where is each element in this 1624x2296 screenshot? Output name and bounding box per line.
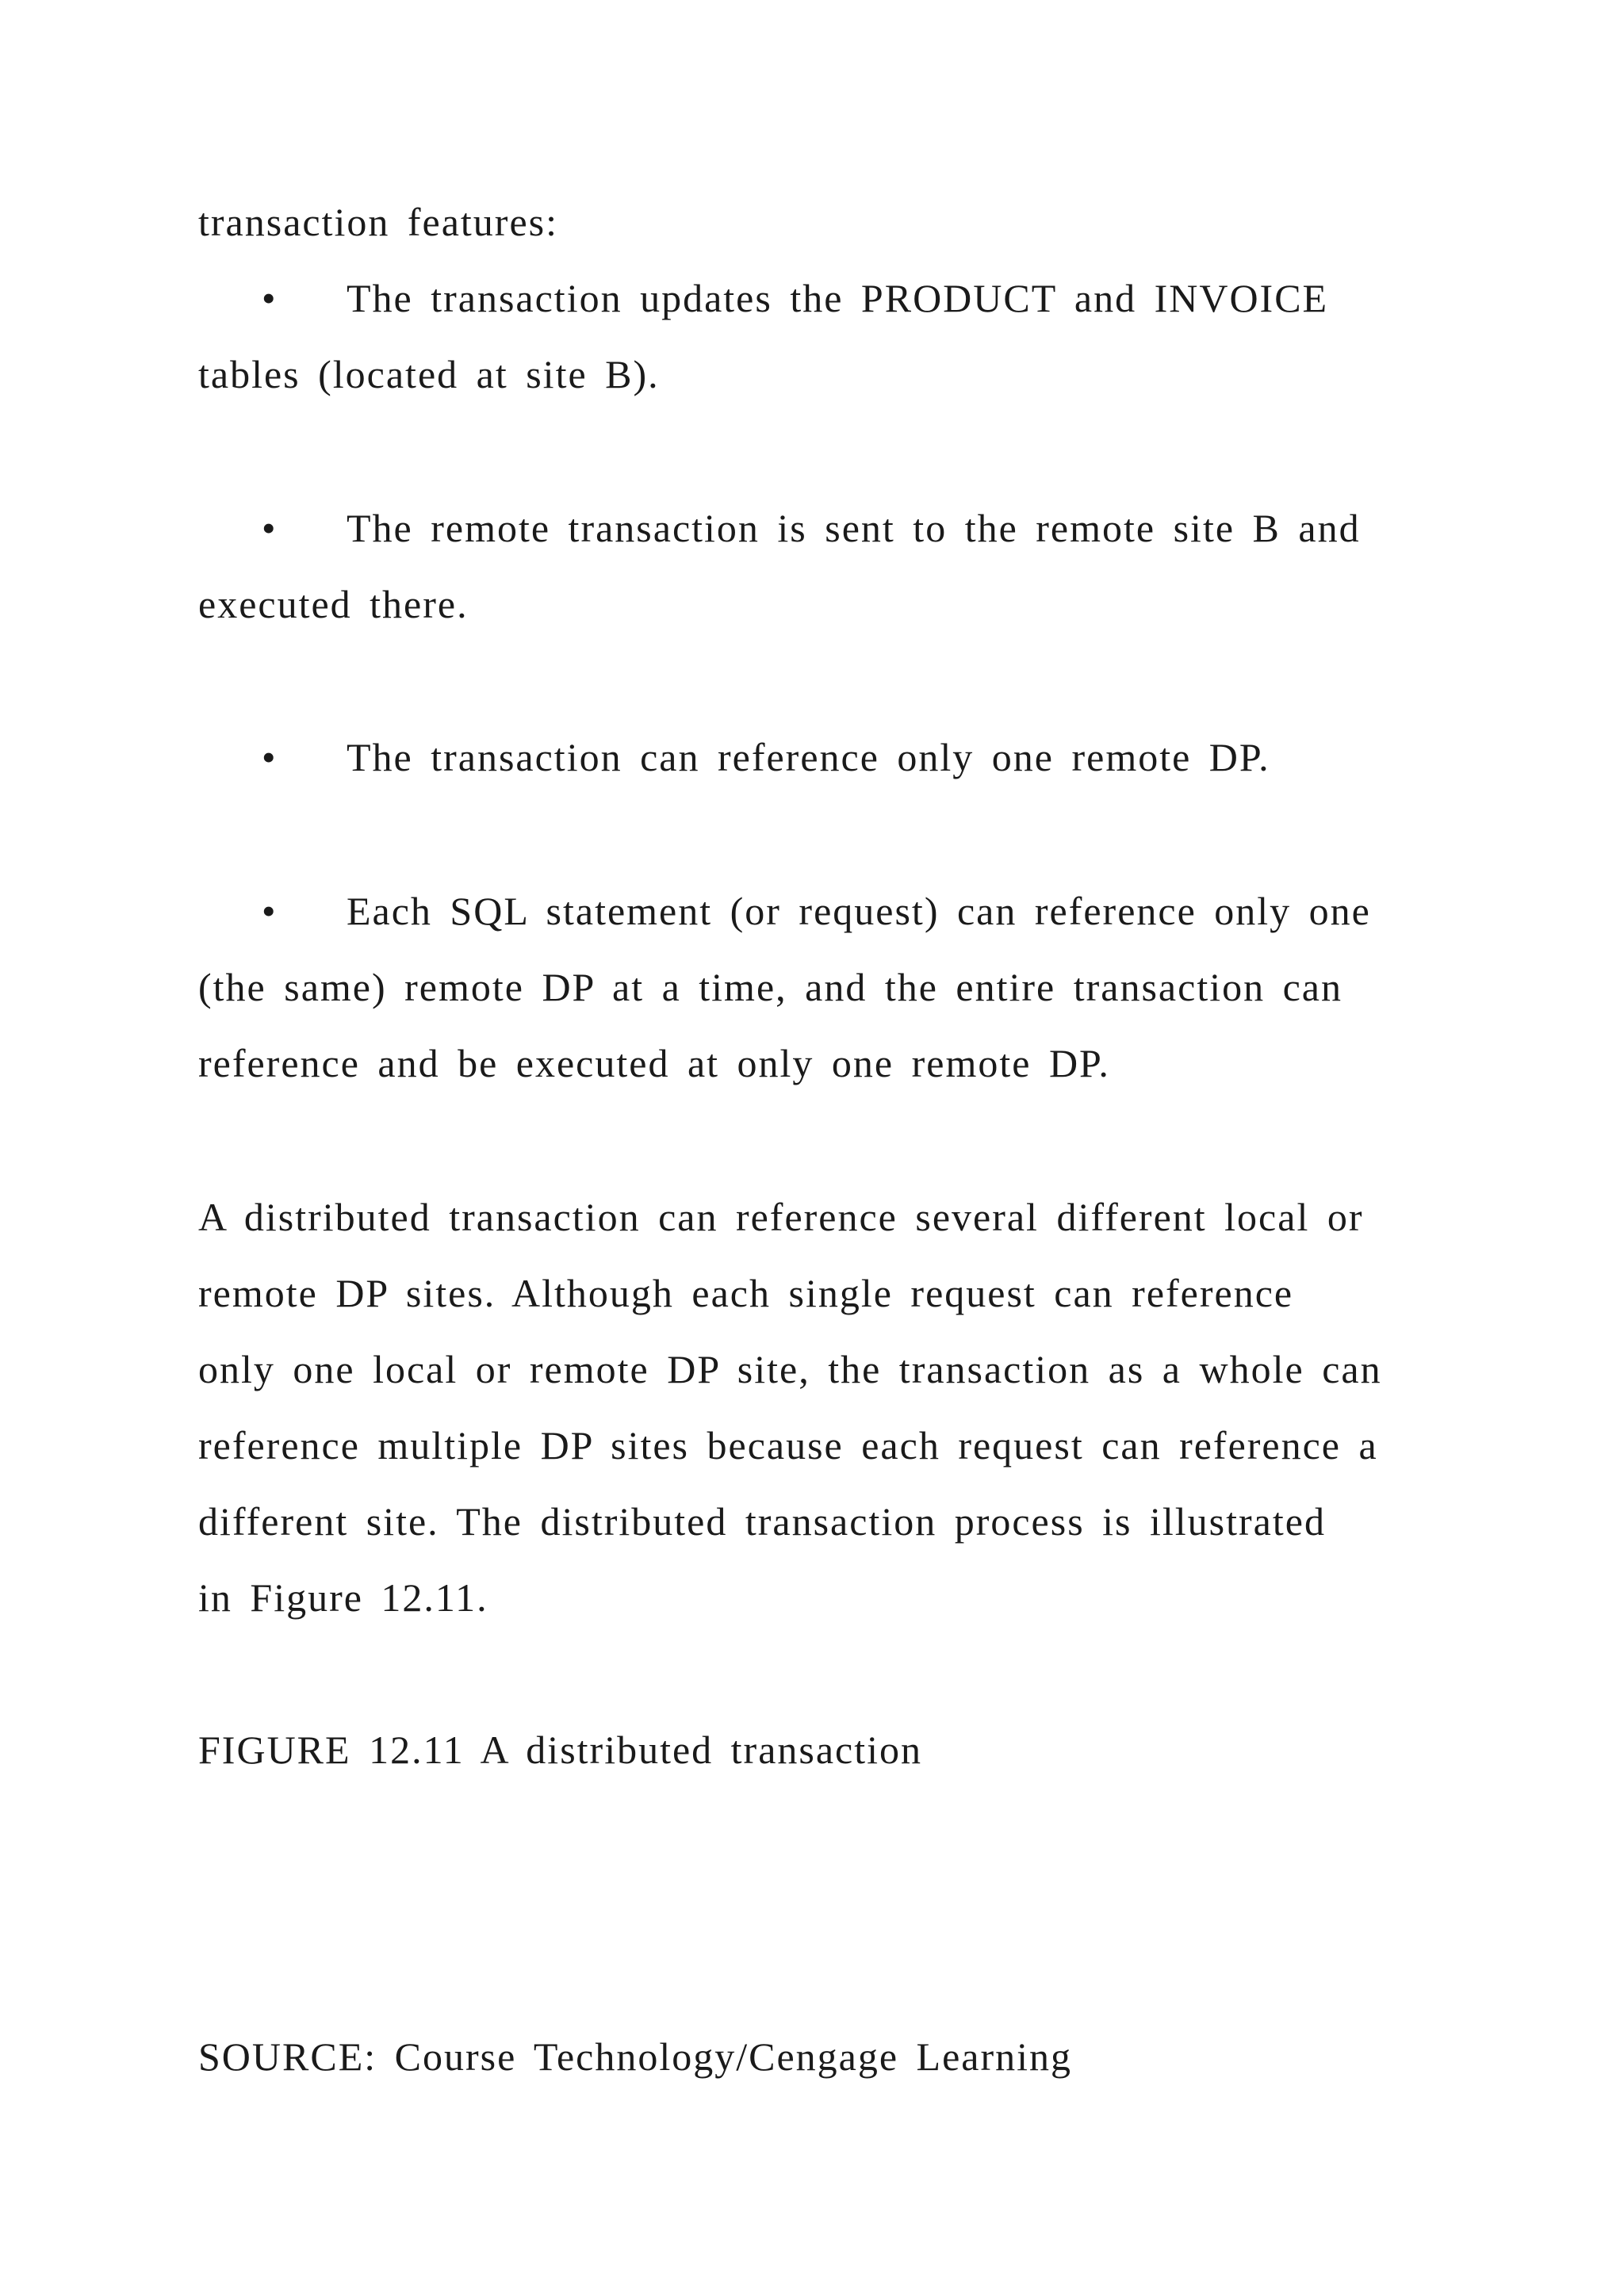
figure-caption: FIGURE 12.11 A distributed transaction bbox=[198, 1728, 923, 1772]
paragraph-line: reference multiple DP sites because each request can reference a bbox=[198, 1423, 1378, 1468]
bullet-item-1 bbox=[198, 274, 1467, 322]
bullet-text: The transaction can reference only one remote DP. bbox=[347, 735, 1270, 779]
bullet-marker: • bbox=[262, 735, 278, 779]
paragraph-line: remote DP sites. Although each single request can reference bbox=[198, 1271, 1294, 1315]
bullet-text: The remote transaction is sent to the remote site B and bbox=[347, 506, 1361, 550]
bullet-item-3 bbox=[198, 733, 1467, 781]
bullet-item-4 bbox=[198, 887, 1467, 935]
intro-line: transaction features: bbox=[198, 200, 558, 244]
bullet-marker: • bbox=[262, 276, 278, 320]
paragraph-line: only one local or remote DP site, the transaction as a whole can bbox=[198, 1347, 1382, 1391]
bullet-1-continuation: tables (located at site B). bbox=[198, 352, 660, 396]
bullet-4-continuation: reference and be executed at only one remote DP. bbox=[198, 1041, 1110, 1085]
bullet-marker: • bbox=[262, 506, 278, 550]
paragraph-line: different site. The distributed transaction process is illustrated bbox=[198, 1499, 1326, 1544]
bullet-marker: • bbox=[262, 889, 278, 933]
bullet-text: Each SQL statement (or request) can reference only one bbox=[347, 889, 1371, 933]
source-credit: SOURCE: Course Technology/Cengage Learning bbox=[198, 2034, 1073, 2079]
paragraph-line: in Figure 12.11. bbox=[198, 1575, 488, 1620]
bullet-item-2 bbox=[198, 504, 1467, 552]
paragraph-line: A distributed transaction can reference several different local or bbox=[198, 1195, 1364, 1239]
bullet-4-continuation: (the same) remote DP at a time, and the entire transaction can bbox=[198, 965, 1342, 1009]
bullet-2-continuation: executed there. bbox=[198, 582, 469, 626]
bullet-text: The transaction updates the PRODUCT and INVOICE bbox=[347, 276, 1329, 320]
